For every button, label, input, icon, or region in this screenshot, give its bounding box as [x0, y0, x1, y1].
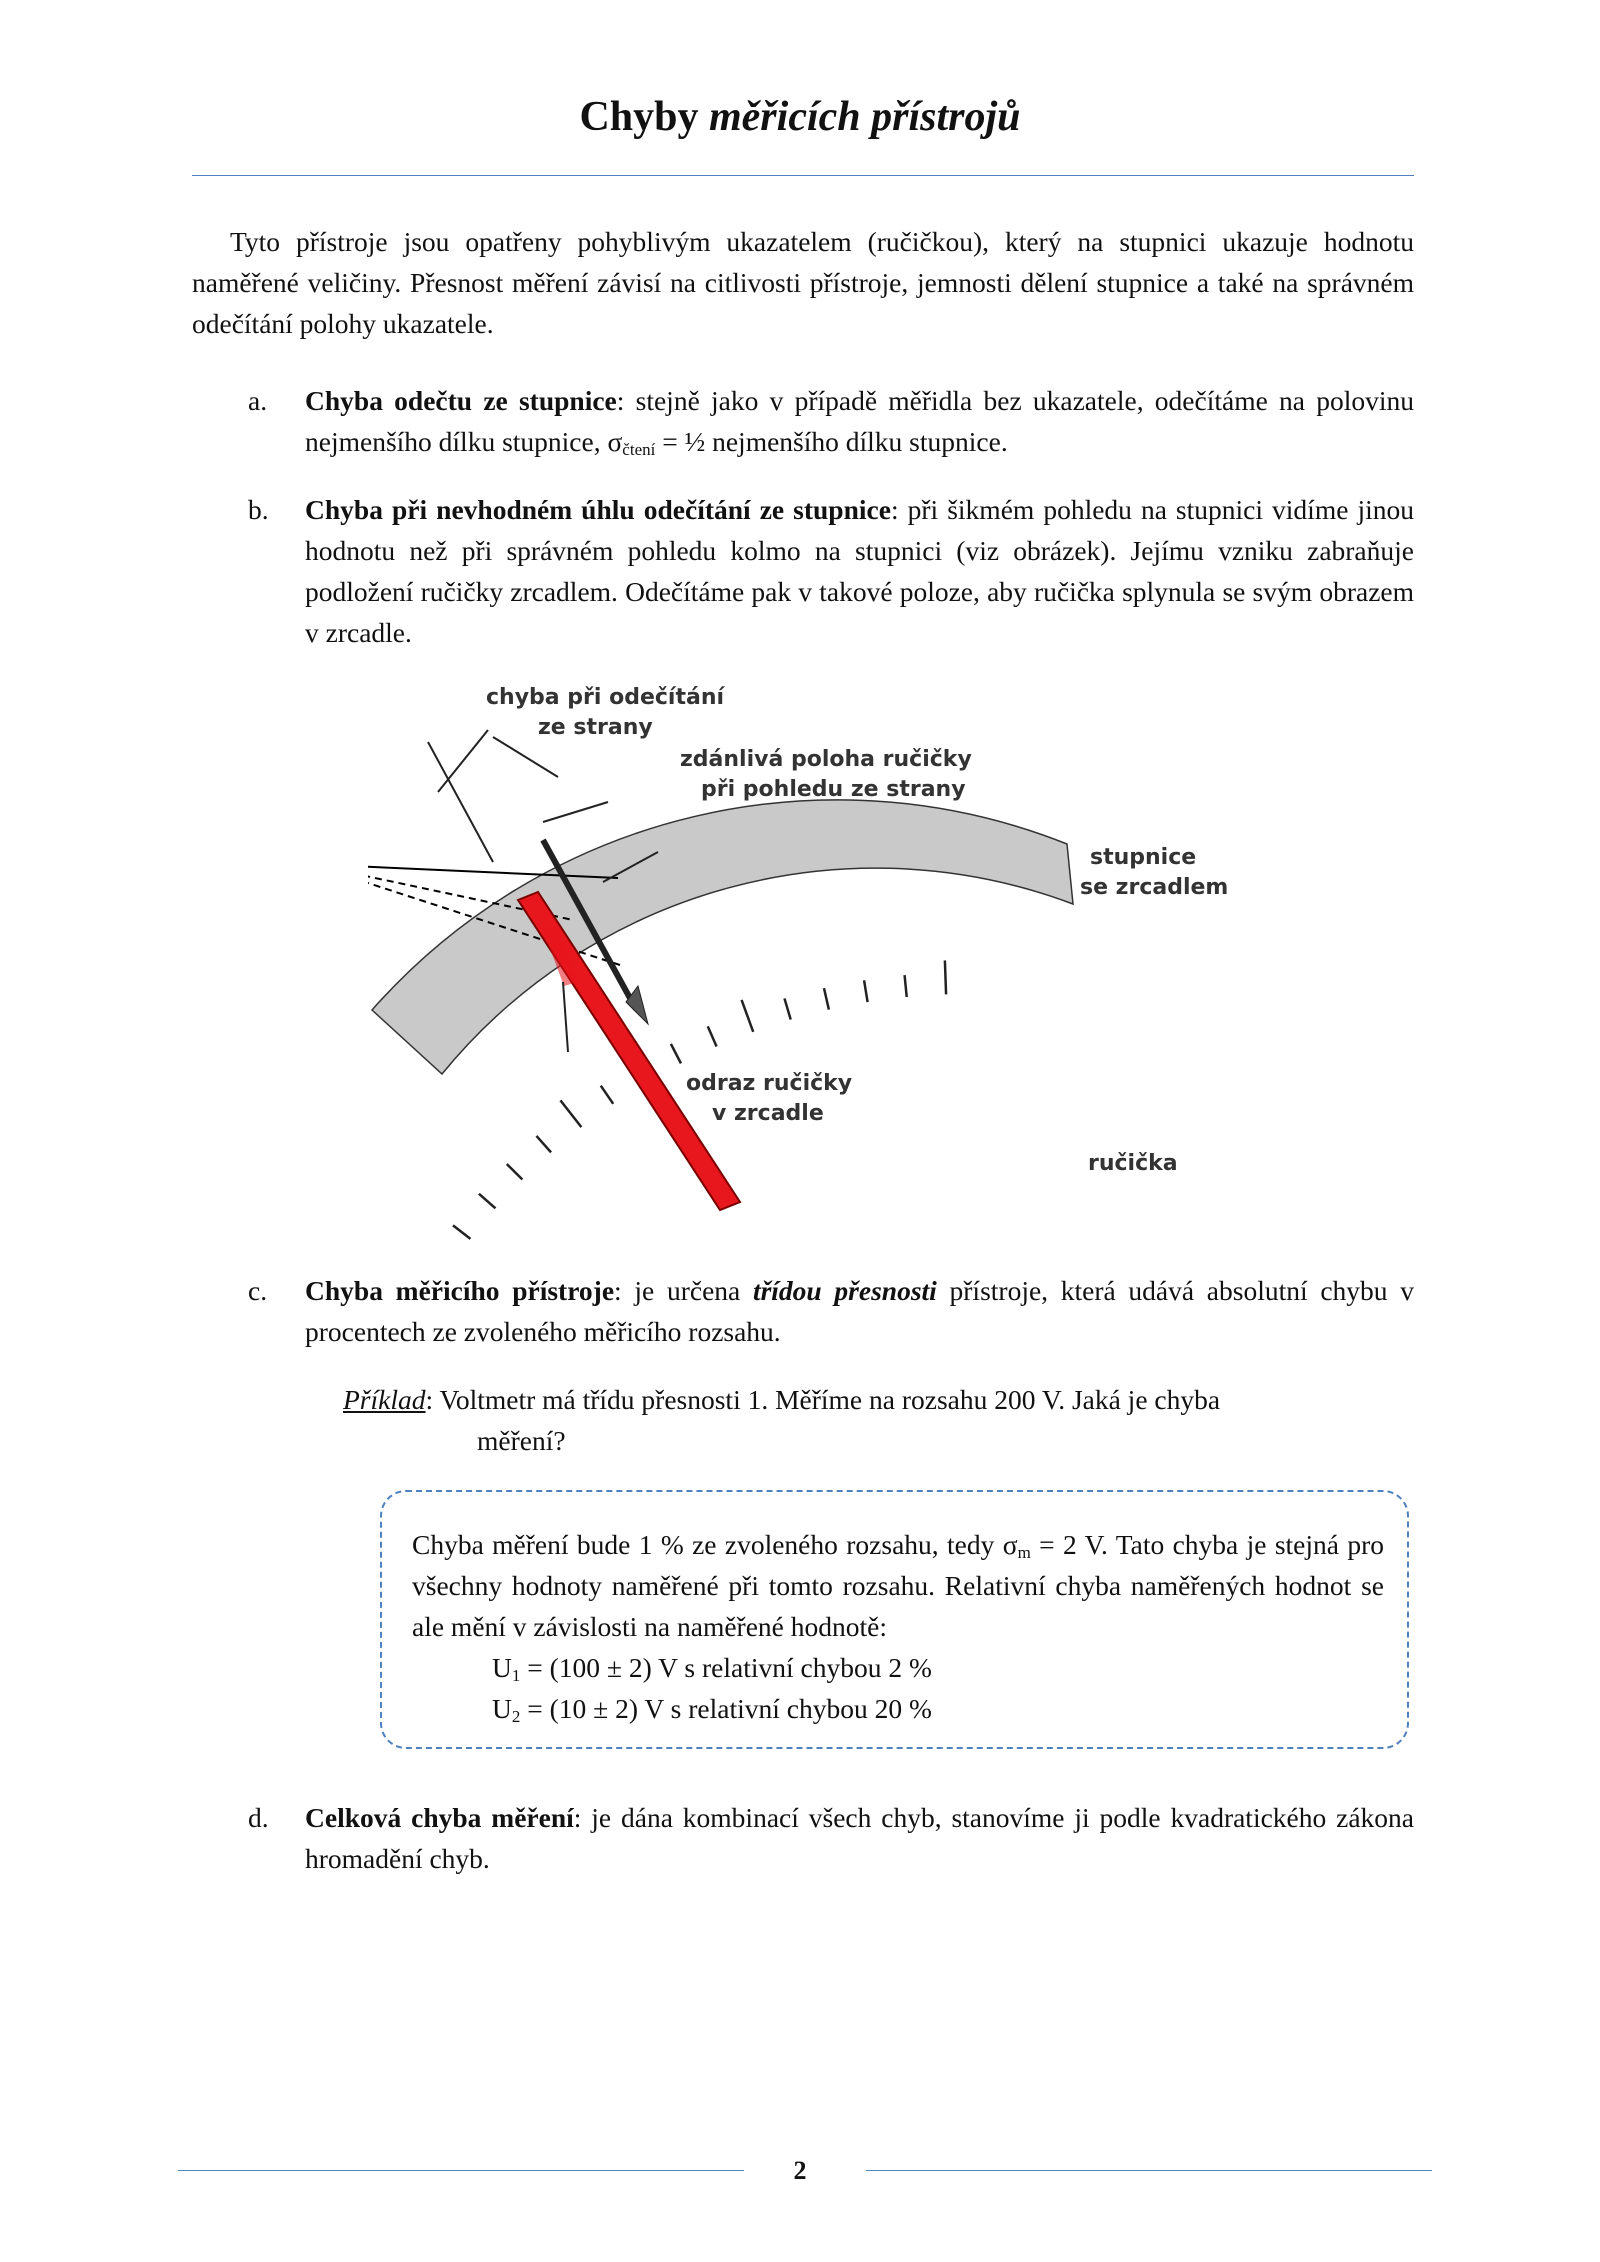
item-heading: Chyba odečtu ze stupnice: [305, 385, 617, 416]
item-text: : je dána kombinací všech chyb, stanovíme ji podle kvadratického zákona hromadění chyb.: [305, 1802, 1414, 1874]
scale-tick: [708, 1026, 717, 1046]
item-text: : stejně jako v případě měřidla bez ukazatele, odečítáme na polovinu nejmenšího dílku stupnice, σ: [305, 385, 1414, 457]
label-scale: stupnice: [1090, 845, 1197, 870]
title-italic: měřicích přístrojů: [709, 94, 1021, 140]
formula-u1: $U_1 = (100 \pm 2)$ V s relativní chybou 2 %: [492, 1652, 932, 1685]
answer-text: [412, 1524, 1384, 1729]
scale-tick: [945, 960, 946, 994]
answer-p1: Chyba měření bude 1 % ze zvoleného rozsahu, tedy σ: [412, 1529, 1018, 1560]
list-item-c: [248, 1270, 1414, 1352]
scale-tick: [742, 1000, 754, 1032]
scale-tick: [560, 1100, 581, 1127]
scale-tick: [601, 1086, 613, 1104]
scale-tick: [479, 1194, 496, 1208]
example-label: Příklad: [343, 1384, 426, 1415]
title-normal: Chyby: [579, 94, 699, 140]
scale-tick: [453, 1225, 470, 1238]
item-heading: Chyba měřicího přístroje: [305, 1275, 615, 1306]
label-scale-2: se zrcadlem: [1080, 875, 1229, 900]
scale-tick: [671, 1044, 681, 1064]
item-text-end: = ½ nejmenšího dílku stupnice.: [655, 426, 1008, 457]
footer-divider-left: [178, 2170, 744, 2171]
page-number: 2: [793, 2156, 807, 2185]
item-emphasis: třídou přesnosti: [752, 1275, 937, 1306]
list-item-d: [248, 1797, 1414, 1879]
footer-divider-right: [866, 2170, 1432, 2171]
list-marker: d.: [248, 1802, 269, 1833]
scale-tick: [864, 980, 868, 1002]
label-reflection-2: v zrcadle: [712, 1101, 824, 1126]
scale-tick: [536, 1136, 551, 1152]
page-title: [0, 92, 1600, 142]
label-side-error: chyba při odečítání: [486, 685, 725, 710]
scale-tick: [784, 998, 790, 1019]
label-reflection: odraz ručičky: [686, 1071, 853, 1096]
item-heading: Celková chyba měření: [305, 1802, 574, 1833]
intro-paragraph: Tyto přístroje jsou opatřeny pohyblivým ukazatelem (ručičkou), který na stupnici ukazuje hodnotu naměřené veličiny. Přesnost měření závisí na citlivosti přístroje, jemnosti dělení stupnice a také na správném odečítání polohy ukazatele.: [192, 226, 1414, 339]
list-marker: c.: [248, 1275, 268, 1306]
answer-p1-end: = 2 V. Tato chyba je stejná pro všechny hodnoty naměřené při tomto rozsahu. Relativní chyba naměřených hodnot se ale mění v závislosti na naměřené hodnotě:: [412, 1529, 1385, 1642]
scale-tick: [905, 975, 907, 997]
answer-sub: m: [1017, 1543, 1031, 1562]
list-marker: b.: [248, 494, 269, 525]
scale-tick: [824, 988, 829, 1009]
label-pointer: ručička: [1088, 1151, 1178, 1176]
sigma-subscript: čtení: [622, 440, 656, 459]
parallax-error-figure: [368, 682, 1248, 1242]
formula-u2: $U_2 = (10 \pm 2)$ V s relativní chybou 20 %: [492, 1693, 932, 1726]
list-item-a: [248, 380, 1414, 462]
item-text: : je určena: [614, 1275, 753, 1306]
mirror-scale-arc: [372, 800, 1073, 1074]
list-marker: a.: [248, 385, 268, 416]
scale-tick: [507, 1164, 523, 1180]
example-line-2: měření?: [477, 1425, 566, 1456]
item-text: : při šikmém pohledu na stupnici vidíme jinou hodnotu než při správném pohledu kolmo na stupnici (viz obrázek). Jejímu vzniku zabraňuje podložení ručičky zrcadlem. Odečítáme pak v takové poloze, aby ručička splynula se svým obrazem v zrcadle.: [305, 494, 1414, 648]
label-side-error-2: ze strany: [538, 715, 653, 740]
title-divider: [192, 175, 1414, 176]
item-text-end: přístroje, která udává absolutní chybu v procentech ze zvoleného měřicího rozsahu.: [305, 1275, 1414, 1347]
label-apparent-2: při pohledu ze strany: [701, 777, 966, 802]
example-question: [343, 1379, 1414, 1461]
label-apparent: zdánlivá poloha ručičky: [680, 747, 972, 772]
example-line-1: : Voltmetr má třídu přesnosti 1. Měříme na rozsahu 200 V. Jaká je chyba: [425, 1384, 1221, 1415]
list-item-b: [248, 489, 1414, 653]
item-heading: Chyba při nevhodném úhlu odečítání ze stupnice: [305, 494, 891, 525]
